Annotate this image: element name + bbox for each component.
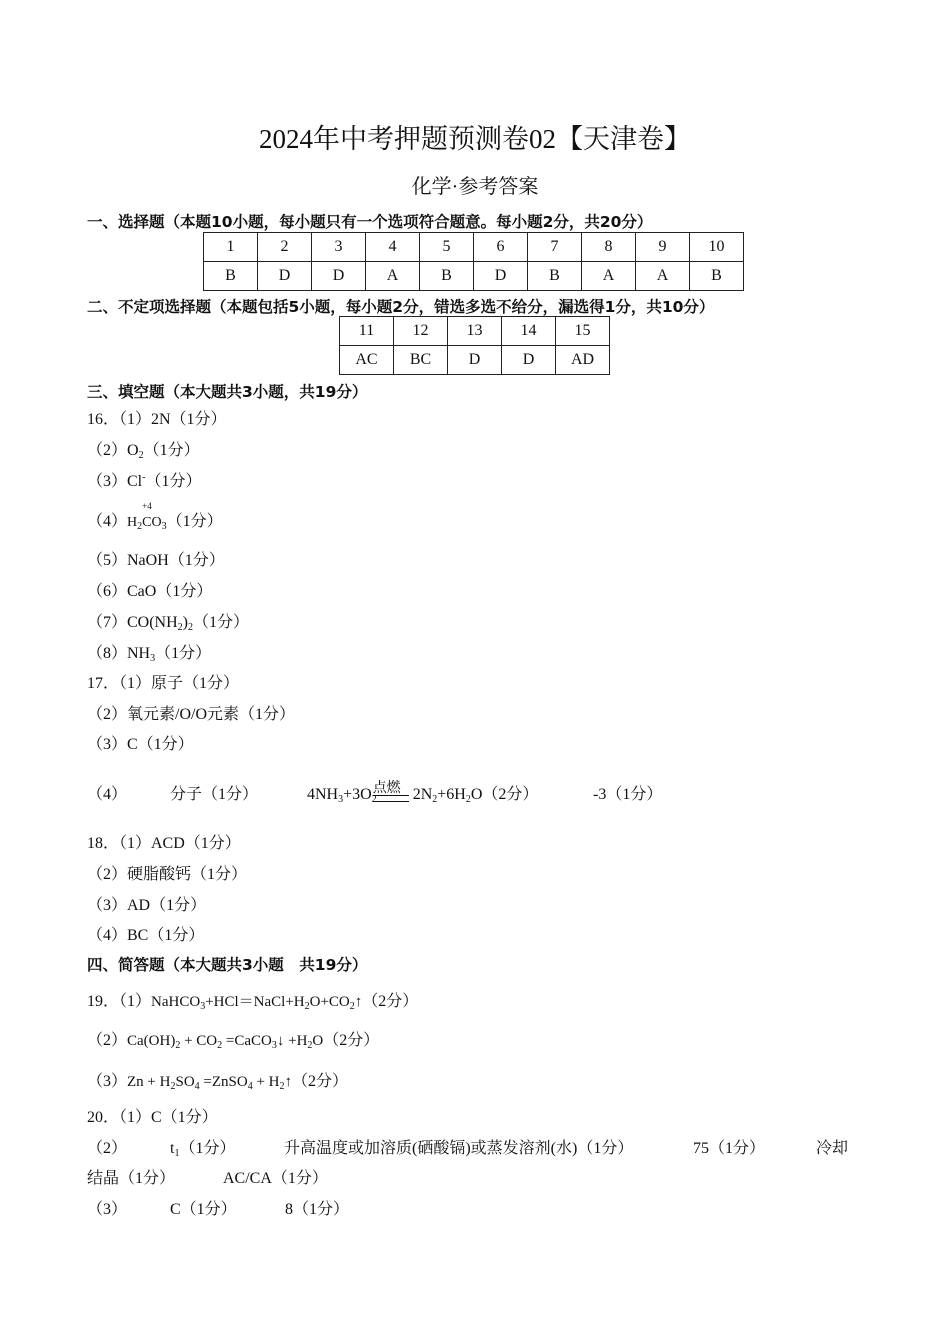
section-3-heading: 三、填空题（本大题共3小题，共19分）	[87, 383, 368, 401]
subscript: 2	[177, 622, 183, 633]
q16-line-3	[87, 468, 201, 491]
subscript: 2	[188, 622, 193, 633]
q17-line-4c: -3（1分）	[593, 786, 663, 803]
page-title: 2024年中考押题预测卷02【天津卷】	[259, 124, 691, 154]
q16-line-6: （6）CaO（1分）	[87, 583, 213, 600]
table-cell: B	[528, 262, 582, 291]
table-cell: 5	[420, 233, 474, 262]
text: O+CO	[309, 994, 350, 1010]
text: （1分）	[193, 614, 250, 631]
q17-equation	[307, 781, 538, 804]
q20-line-2a: （2）	[87, 1140, 128, 1157]
subscript: 2	[137, 521, 143, 532]
q19-line-3	[87, 1068, 348, 1091]
text: +6H	[437, 786, 466, 803]
q18-line-1: 18．（1）ACD（1分）	[87, 835, 241, 852]
section-4-heading: 四、简答题（本大题共3小题 共19分）	[87, 956, 368, 974]
q20-line-4b: C（1分）	[170, 1201, 237, 1218]
section-1-heading: 一、选择题（本题10小题，每小题只有一个选项符合题意。每小题2分，共20分）	[87, 213, 653, 231]
text: H	[127, 515, 138, 530]
subscript: 4	[194, 1081, 200, 1092]
answer-table-2	[339, 316, 610, 375]
text: ↓ +H	[276, 1033, 308, 1049]
q16-line-2	[87, 437, 200, 460]
text: （2分）	[292, 1073, 349, 1090]
page-subtitle: 化学·参考答案	[411, 176, 539, 198]
table-cell: B	[420, 262, 474, 291]
table-cell: 6	[474, 233, 528, 262]
reaction-condition: 点燃	[372, 781, 401, 796]
subscript: 3	[161, 521, 167, 532]
q18-line-4: （4）BC（1分）	[87, 927, 205, 944]
q16-line-4	[87, 501, 223, 532]
text: 19．（1）	[87, 993, 152, 1010]
text: （8）NH	[87, 645, 151, 662]
q16-line-5: （5）NaOH（1分）	[87, 552, 225, 569]
table-cell: D	[448, 346, 502, 375]
text: =ZnSO	[199, 1074, 248, 1090]
subscript: 2	[349, 1001, 355, 1012]
q17-line-3: （3）C（1分）	[87, 736, 194, 753]
table-cell: 13	[448, 317, 502, 346]
valence-mark: +4	[142, 501, 152, 511]
q20-line-1: 20．（1）C（1分）	[87, 1109, 218, 1126]
text: 2N	[412, 786, 433, 803]
table-cell: D	[312, 262, 366, 291]
double-line	[373, 795, 409, 802]
text: Ca(OH)	[127, 1033, 176, 1049]
subscript: 2	[432, 794, 438, 805]
subscript: 3	[200, 1001, 206, 1012]
subscript: 3	[338, 794, 344, 805]
text: SO	[175, 1074, 195, 1090]
table-cell: A	[636, 262, 690, 291]
subscript: 2	[371, 794, 377, 805]
text: +HCl＝NaCl+H	[205, 994, 305, 1010]
q20-line-4a: （3）	[87, 1201, 128, 1218]
table-cell: 11	[340, 317, 394, 346]
text: （1分）	[143, 442, 200, 459]
text: （3）	[87, 1073, 128, 1090]
table-cell: 7	[528, 233, 582, 262]
subscript: 2	[170, 1081, 176, 1092]
table-cell: 10	[690, 233, 744, 262]
subscript: 2	[279, 1081, 285, 1092]
table-cell: 2	[258, 233, 312, 262]
table-row-numbers	[204, 233, 744, 262]
table-cell: D	[474, 262, 528, 291]
q18-line-3: （3）AD（1分）	[87, 897, 207, 914]
text: +3O	[343, 786, 372, 803]
q17-line-4b: 分子（1分）	[170, 786, 259, 803]
subscript: 3	[271, 1040, 277, 1051]
q17-line-1: 17．（1）原子（1分）	[87, 675, 240, 692]
q20-line-4c: 8（1分）	[285, 1201, 350, 1218]
q16-line-1: 16．（1）2N（1分）	[87, 411, 227, 428]
q20-line-2b	[170, 1135, 235, 1158]
text: O	[312, 1033, 324, 1049]
subscript: 2	[217, 1040, 223, 1051]
q19-line-2	[87, 1027, 379, 1050]
table-row-numbers	[340, 317, 610, 346]
subscript: 2	[175, 1040, 181, 1051]
table-cell: AD	[556, 346, 610, 375]
table-cell: BC	[394, 346, 448, 375]
table-cell: D	[258, 262, 312, 291]
table-cell: A	[582, 262, 636, 291]
q17-line-2: （2）氧元素/O/O元素（1分）	[87, 706, 296, 723]
table-cell: A	[366, 262, 420, 291]
text: （1分）	[145, 473, 202, 490]
text: （1分）	[155, 645, 212, 662]
q16-line-7	[87, 609, 249, 632]
subscript: 2	[307, 1040, 313, 1051]
subscript: 1	[174, 1148, 180, 1159]
text: （1分）	[179, 1140, 236, 1157]
table-cell: 9	[636, 233, 690, 262]
text: 4NH	[307, 786, 339, 803]
superscript: -	[142, 472, 146, 483]
text: （2）O	[87, 442, 139, 459]
table-cell: AC	[340, 346, 394, 375]
valence-carbon	[142, 501, 152, 531]
table-cell: 8	[582, 233, 636, 262]
text: （2）	[87, 1032, 128, 1049]
q20-line-3b: AC/CA（1分）	[223, 1170, 328, 1187]
q20-line-2e: 75（1分）	[693, 1140, 766, 1157]
text: O（2分）	[470, 786, 539, 803]
text: =CaCO	[222, 1033, 272, 1049]
text: Zn + H	[127, 1074, 171, 1090]
text: C	[142, 515, 152, 530]
text: （2分）	[362, 993, 419, 1010]
table-cell: 4	[366, 233, 420, 262]
table-row-answers	[204, 262, 744, 291]
text: （2分）	[323, 1032, 380, 1049]
table-cell: B	[204, 262, 258, 291]
q18-line-2: （2）硬脂酸钙（1分）	[87, 866, 248, 883]
text: + CO	[180, 1033, 218, 1049]
table-cell: 3	[312, 233, 366, 262]
q16-line-8	[87, 640, 211, 663]
text: （3）Cl	[87, 473, 143, 490]
table-row-answers	[340, 346, 610, 375]
q20-line-3a: 结晶（1分）	[87, 1170, 176, 1187]
answer-table-1	[203, 232, 744, 291]
table-cell: 14	[502, 317, 556, 346]
subscript: 2	[138, 450, 144, 461]
table-cell: B	[690, 262, 744, 291]
table-cell: 1	[204, 233, 258, 262]
subscript: 2	[465, 794, 471, 805]
text: （7）CO(NH	[87, 614, 178, 631]
subscript: 2	[304, 1001, 310, 1012]
section-2-heading: 二、不定项选择题（本题包括5小题，每小题2分，错选多选不给分，漏选得1分，共10分）	[87, 298, 715, 316]
text: t	[170, 1140, 175, 1157]
text: )	[182, 614, 188, 631]
q19-line-1	[87, 988, 418, 1011]
text: （1分）	[166, 513, 223, 530]
q20-line-2f: 冷却	[816, 1140, 849, 1157]
q20-line-2d: 升高温度或加溶质(硒酸镉)或蒸发溶剂(水)（1分）	[284, 1140, 634, 1157]
text: （4）	[87, 513, 128, 530]
subscript: 3	[150, 653, 156, 664]
text: ↑	[284, 1074, 293, 1090]
table-cell: D	[502, 346, 556, 375]
table-cell: 12	[394, 317, 448, 346]
text: NaHCO	[151, 994, 201, 1010]
text: + H	[252, 1074, 280, 1090]
q17-line-4a: （4）	[87, 786, 128, 803]
text: O	[151, 515, 162, 530]
subscript: 4	[247, 1081, 253, 1092]
table-cell: 15	[556, 317, 610, 346]
text: ↑	[354, 994, 363, 1010]
